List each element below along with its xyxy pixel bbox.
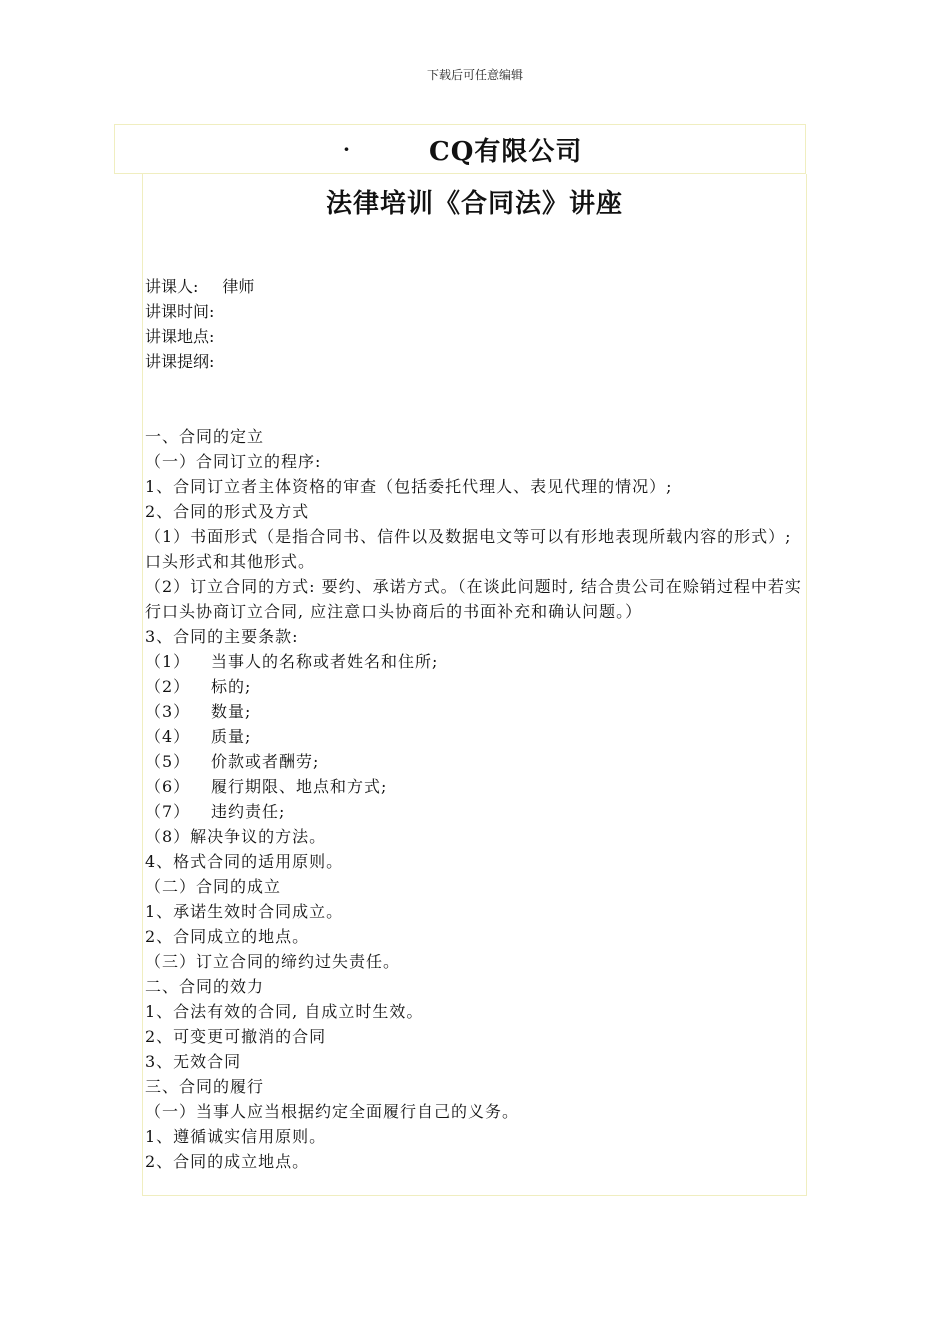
- company-header-box: [114, 124, 806, 174]
- lecturer-row: [145, 274, 254, 299]
- outline-content: [145, 424, 805, 1174]
- term-number: （5）: [145, 752, 191, 771]
- term-item: （8）解决争议的方法。: [145, 827, 327, 846]
- paragraph: （1）书面形式（是指合同书、信件以及数据电文等可以有形地表现所载内容的形式）; 口头形式和其他形式。: [145, 527, 792, 571]
- term-number: （1）: [145, 652, 191, 671]
- header-bullet: ·: [343, 137, 350, 161]
- list-item: 2、合同的形式及方式: [145, 502, 310, 521]
- term-item: [145, 724, 805, 749]
- term-text: 价款或者酬劳;: [211, 752, 320, 771]
- lecture-info: [145, 274, 254, 374]
- term-number: （6）: [145, 777, 191, 796]
- term-number: （4）: [145, 727, 191, 746]
- list-item: 1、合同订立者主体资格的审查（包括委托代理人、表见代理的情况）;: [145, 477, 673, 496]
- list-item: 3、无效合同: [145, 1052, 242, 1071]
- paragraph: （2）订立合同的方式: 要约、承诺方式。（在谈此问题时, 结合贵公司在赊销过程中若实行口头协商订立合同, 应注意口头协商后的书面补充和确认问题。）: [145, 577, 802, 621]
- term-item: [145, 699, 805, 724]
- section-heading: 一、合同的定立: [145, 427, 265, 446]
- term-item: [145, 799, 805, 824]
- list-item: 2、合同的成立地点。: [145, 1152, 310, 1171]
- time-label: 讲课时间:: [145, 302, 215, 321]
- term-item: [145, 774, 805, 799]
- place-label: 讲课地点:: [145, 327, 215, 346]
- term-item: [145, 674, 805, 699]
- section-heading: 二、合同的效力: [145, 977, 265, 996]
- term-text: 数量;: [211, 702, 252, 721]
- term-text: 履行期限、地点和方式;: [211, 777, 388, 796]
- list-item: 3、合同的主要条款:: [145, 627, 299, 646]
- subsection-heading: （二）合同的成立: [145, 877, 282, 896]
- page-header-note: 下载后可任意编辑: [426, 68, 523, 82]
- term-text: 标的;: [211, 677, 252, 696]
- term-text: 违约责任;: [211, 802, 286, 821]
- term-text: 当事人的名称或者姓名和住所;: [211, 652, 439, 671]
- term-item: [145, 649, 805, 674]
- document-title: 法律培训《合同法》讲座: [325, 189, 623, 219]
- list-item: 1、合法有效的合同, 自成立时生效。: [145, 1002, 424, 1021]
- place-row: [145, 324, 254, 349]
- term-number: （7）: [145, 802, 191, 821]
- section-heading: 三、合同的履行: [145, 1077, 265, 1096]
- subsection-heading: （三）订立合同的缔约过失责任。: [145, 952, 401, 971]
- subsection-heading: （一）合同订立的程序:: [145, 452, 322, 471]
- list-item: 1、承诺生效时合同成立。: [145, 902, 344, 921]
- outline-row: [145, 349, 254, 374]
- list-item: 2、可变更可撤消的合同: [145, 1027, 327, 1046]
- term-text: 质量;: [211, 727, 252, 746]
- term-number: （3）: [145, 702, 191, 721]
- list-item: 4、格式合同的适用原则。: [145, 852, 344, 871]
- outline-label: 讲课提纲:: [145, 352, 215, 371]
- time-row: [145, 299, 254, 324]
- list-item: 2、合同成立的地点。: [145, 927, 310, 946]
- list-item: 1、遵循诚实信用原则。: [145, 1127, 327, 1146]
- lecturer-value: 律师: [222, 277, 255, 296]
- term-number: （2）: [145, 677, 191, 696]
- term-item: [145, 749, 805, 774]
- company-name: CQ有限公司: [429, 137, 583, 167]
- subsection-heading: （一）当事人应当根据约定全面履行自己的义务。: [145, 1102, 520, 1121]
- lecturer-label: 讲课人:: [145, 277, 199, 296]
